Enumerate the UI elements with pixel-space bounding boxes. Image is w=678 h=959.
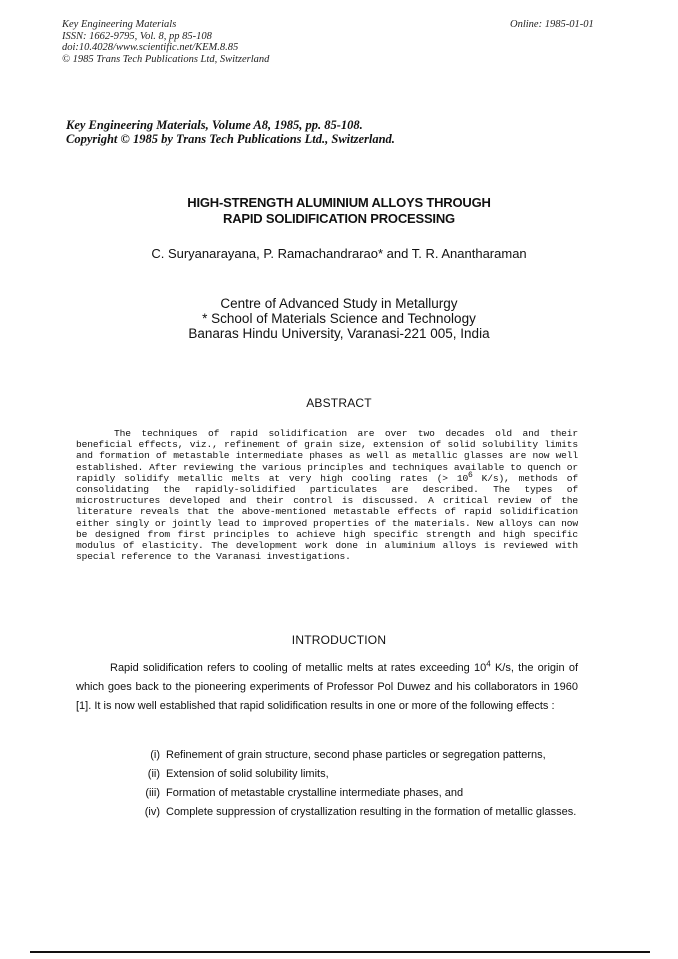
- intro-exponent: 4: [486, 659, 491, 669]
- abstract-paragraph: [76, 428, 578, 562]
- paper-title-line1: HIGH-STRENGTH ALUMINIUM ALLOYS THROUGH: [187, 195, 491, 210]
- list-item-number: (ii): [147, 768, 160, 780]
- introduction-paragraph: [76, 659, 578, 716]
- paper-title-line2: RAPID SOLIDIFICATION PROCESSING: [223, 211, 455, 226]
- list-item-text: Refinement of grain structure, second phase particles or segregation patterns,: [166, 749, 546, 761]
- publication-header: [62, 19, 269, 65]
- footer-rule: [30, 951, 650, 953]
- author-list: C. Suryanarayana, P. Ramachandrarao* and T. R. Anantharaman: [151, 246, 527, 261]
- affiliation-line1: Centre of Advanced Study in Metallurgy: [220, 296, 458, 311]
- abstract-body: [76, 428, 578, 562]
- journal-reference-line1: Key Engineering Materials, Volume A8, 1985, pp. 85-108.: [66, 118, 363, 132]
- affiliation: [0, 296, 678, 341]
- journal-reference: [66, 118, 395, 146]
- header-journal-line: Key Engineering Materials: [62, 19, 177, 30]
- list-item-number: (iii): [145, 787, 160, 799]
- header-copyright-line: © 1985 Trans Tech Publications Ltd, Switzerland: [62, 53, 270, 65]
- online-date: Online: 1985-01-01: [510, 19, 594, 30]
- list-item: [110, 784, 578, 803]
- abstract-text-part1: The techniques of rapid solidification are over two decades old and their beneficial effects, viz., refinement of grain size, extension of solid solubility limits and formation of metastable intermediate phases as well as metallic glasses are now well established. After reviewing the various principles and techniques available to quench or rapidly solidify metallic melts at very high cooling rates (> 10: [76, 428, 578, 484]
- introduction-heading: INTRODUCTION: [291, 633, 387, 647]
- paper-title: [0, 195, 678, 227]
- list-item-number: (iv): [144, 806, 160, 818]
- list-item-text: Extension of solid solubility limits,: [166, 768, 329, 780]
- affiliation-line2: * School of Materials Science and Technology: [202, 311, 476, 326]
- list-item: [110, 765, 578, 784]
- list-item: [110, 746, 578, 765]
- intro-text-part1: Rapid solidification refers to cooling of metallic melts at rates exceeding 10: [110, 662, 487, 674]
- abstract-exponent: 6: [468, 470, 473, 480]
- header-issn-line: ISSN: 1662-9795, Vol. 8, pp 85-108: [62, 30, 212, 42]
- abstract-heading: ABSTRACT: [306, 396, 372, 410]
- list-item: [110, 803, 578, 822]
- journal-reference-line2: Copyright © 1985 by Trans Tech Publications Ltd., Switzerland.: [66, 132, 395, 146]
- intro-text-part2: K/s, the origin of which goes back to the pioneering experiments of Professor Pol Duwez and his collaborators in 1960 [1]. It is now well established that rapid solidification results in one or more of the following effects :: [76, 662, 578, 712]
- affiliation-line3: Banaras Hindu University, Varanasi-221 005, India: [188, 326, 490, 341]
- list-item-text: Formation of metastable crystalline intermediate phases, and: [166, 787, 464, 799]
- abstract-text-part2: K/s), methods of consolidating the rapidly-solidified particulates are described. The types of microstructures developed and their control is discussed. A critical review of the literature reveals that the above-mentioned metastable effects of rapid solidification either singly or jointly lead to improved properties of the materials. New alloys can now be designed from first principles to achieve high specific strength and high specific modulus of elasticity. The development work done in aluminium alloys is reviewed with special reference to the Varanasi investigations.: [76, 472, 578, 563]
- effects-list: [110, 746, 578, 822]
- header-doi-line: doi:10.4028/www.scientific.net/KEM.8.85: [62, 42, 239, 53]
- introduction-body: [76, 659, 578, 716]
- list-item-text: Complete suppression of crystallization resulting in the formation of metallic glasses.: [166, 806, 577, 818]
- list-item-number: (i): [150, 749, 160, 761]
